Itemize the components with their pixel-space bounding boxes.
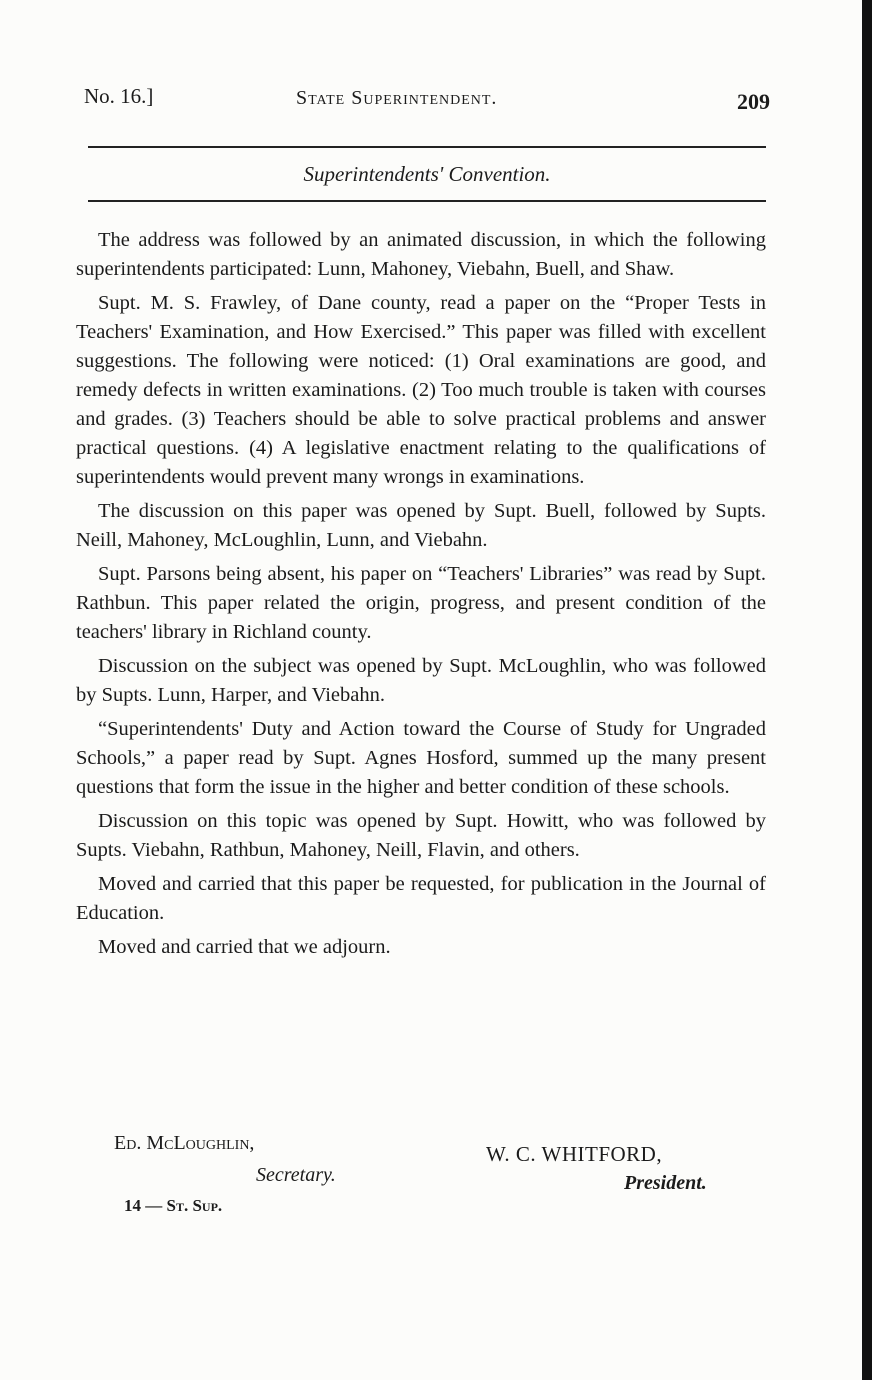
bottom-rule (88, 200, 766, 202)
paragraph-2: Supt. M. S. Frawley, of Dane county, read a paper on the “Proper Tests in Teachers' Examination, and How Exercised.” This paper was filled with excellent suggestions. The following were noticed: (1) Oral examinations are good, and remedy defects in written examinations. (2) Too much trouble is taken with courses and grades. (3) Teachers should be able to solve practical problems and answer practical questions. (4) A legislative enactment relating to the qualifications of superintendents would prevent many wrongs in examinations. (76, 292, 766, 488)
paragraph-3: The discussion on this paper was opened by Supt. Buell, followed by Supts. Neill, Mahoney, McLoughlin, Lunn, and Viebahn. (76, 500, 766, 551)
paragraph-6: “Superintendents' Duty and Action toward the Course of Study for Ungraded Schools,” a paper read by Supt. Agnes Hosford, summed up the many present questions that form the issue in the higher and better condition of these schools. (76, 718, 766, 798)
body-text (76, 226, 766, 967)
document-number: No. 16.] (84, 84, 154, 108)
top-rule (88, 146, 766, 148)
page-number: 209 (737, 89, 770, 114)
president-title: President. (624, 1172, 707, 1194)
secretary-title: Secretary. (256, 1164, 336, 1186)
paragraph-1: The address was followed by an animated discussion, in which the following superintendents participated: Lunn, Mahoney, Viebahn, Buell, and Shaw. (76, 229, 766, 280)
president-name: W. C. WHITFORD, (486, 1142, 663, 1166)
paragraph-4: Supt. Parsons being absent, his paper on “Teachers' Libraries” was read by Supt. Rathbun. This paper related the origin, progress, and present condition of the teachers' library in Richland county. (76, 563, 766, 643)
paragraph-7: Discussion on this topic was opened by Supt. Howitt, who was followed by Supts. Viebahn, Rathbun, Mahoney, Neill, Flavin, and others. (76, 810, 766, 861)
page-header (84, 84, 770, 118)
paragraph-8: Moved and carried that this paper be requested, for publication in the Journal of Education. (76, 873, 766, 924)
paragraph-5: Discussion on the subject was opened by Supt. McLoughlin, who was followed by Supts. Lunn, Harper, and Viebahn. (76, 655, 766, 706)
secretary-name: Ed. McLoughlin, (114, 1132, 255, 1154)
signature-mark: 14 — St. Sup. (124, 1196, 223, 1215)
paragraph-9: Moved and carried that we adjourn. (98, 936, 391, 958)
section-title: Superintendents' Convention. (303, 162, 551, 186)
page-edge (862, 0, 872, 1380)
running-title: State Superintendent. (296, 87, 498, 109)
